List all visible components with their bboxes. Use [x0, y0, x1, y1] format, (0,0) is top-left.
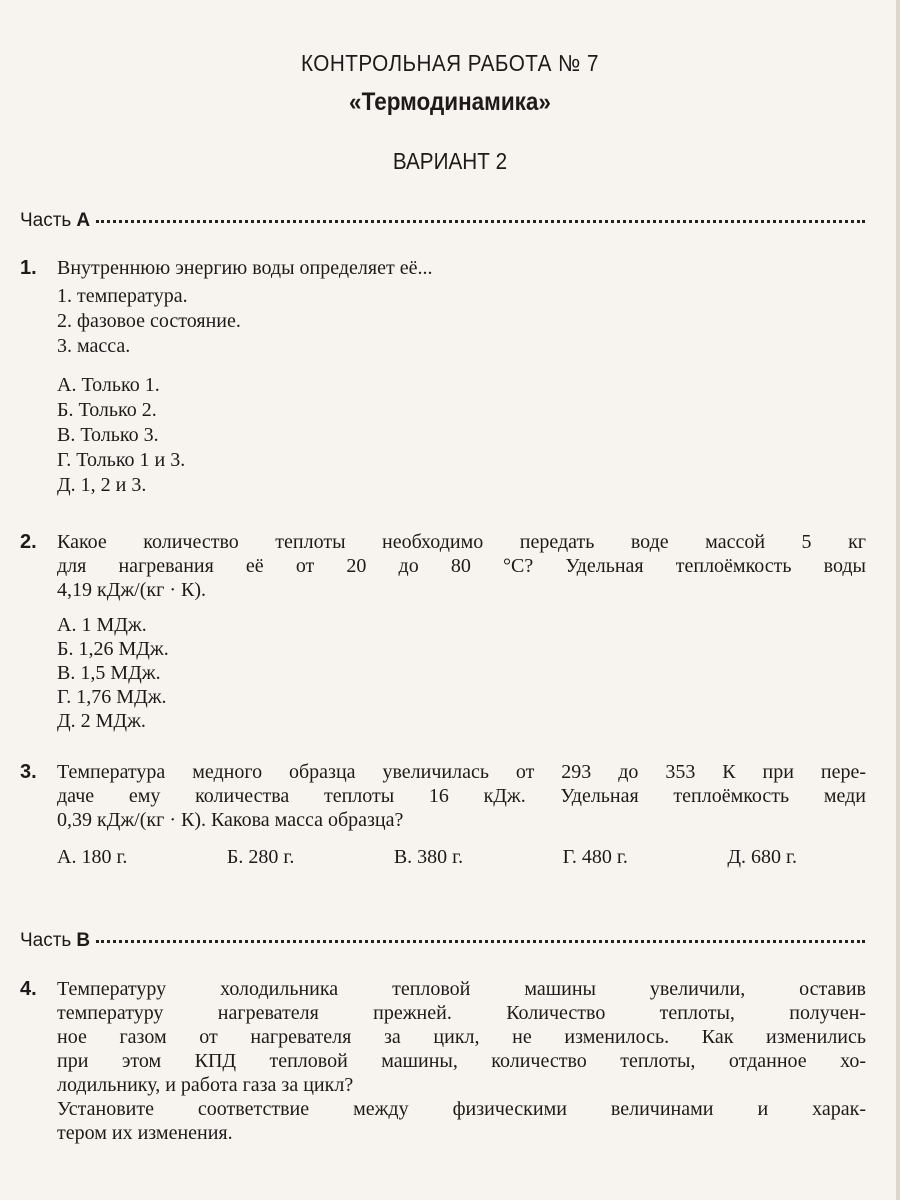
test-subtitle: «Термодинамика»	[349, 88, 551, 116]
question-text-line: при этом КПД тепловой машины, количество теплоты, отданное хо-	[57, 1050, 866, 1072]
question-text-line: даче ему количества теплоты 16 кДж. Удельная теплоёмкость меди	[57, 785, 866, 807]
answer-option: Г. 1,76 МДж.	[57, 686, 167, 708]
question-number: 3.	[20, 761, 37, 783]
statement-item: 3. масса.	[57, 335, 131, 357]
question-text-line: 4,19 кДж/(кг · К).	[57, 579, 206, 601]
question-text-line: температуру нагревателя прежней. Количество теплоты, получен-	[57, 1002, 866, 1024]
question-text-line: Установите соответствие между физическими величинами и харак-	[57, 1098, 866, 1120]
question-text-line: тером их изменения.	[57, 1122, 233, 1144]
statement-item: 2. фазовое состояние.	[57, 310, 241, 332]
answer-option: Д. 680 г.	[727, 846, 797, 868]
question-3-answers	[57, 846, 797, 869]
part-letter: B	[76, 930, 91, 951]
answer-option: Д. 1, 2 и 3.	[57, 474, 147, 496]
dotted-leader	[96, 940, 865, 943]
question-number: 4.	[20, 978, 37, 1000]
answer-option: А. Только 1.	[57, 374, 160, 396]
question-text-line: лодильнику, и работа газа за цикл?	[57, 1074, 354, 1096]
question-1-answers	[57, 373, 185, 498]
part-a-heading	[20, 210, 865, 232]
question-2-answers	[57, 613, 169, 733]
question-text-line: ное газом от нагревателя за цикл, не изменилось. Как изменились	[57, 1026, 866, 1048]
answer-option: А. 180 г.	[57, 846, 128, 868]
question-1	[20, 256, 866, 280]
question-number: 1.	[20, 257, 37, 279]
question-text-line: Температуру холодильника тепловой машины увеличили, оставив	[57, 978, 866, 1000]
answer-option: В. 380 г.	[393, 846, 464, 868]
question-4	[20, 977, 866, 1145]
answer-option: Г. 480 г.	[562, 846, 628, 868]
answer-option: Б. Только 2.	[57, 399, 157, 421]
question-text-line: для нагревания её от 20 до 80 °С? Удельная теплоёмкость воды	[57, 555, 866, 577]
answer-option: Г. Только 1 и 3.	[57, 449, 186, 471]
answer-option: В. Только 3.	[57, 424, 159, 446]
test-title: КОНТРОЛЬНАЯ РАБОТА № 7	[301, 50, 599, 76]
question-3	[20, 760, 866, 832]
answer-option: В. 1,5 МДж.	[57, 662, 161, 684]
part-label: Часть	[20, 930, 72, 951]
dotted-leader	[96, 220, 865, 223]
question-2	[20, 530, 866, 602]
statement-item: 1. температура.	[57, 285, 188, 307]
part-letter: A	[76, 210, 91, 231]
part-label: Часть	[20, 210, 72, 231]
answer-option: Д. 2 МДж.	[57, 710, 146, 732]
variant-label: ВАРИАНТ 2	[392, 148, 508, 174]
question-1-items	[57, 284, 241, 359]
answer-option: А. 1 МДж.	[57, 614, 147, 636]
part-b-heading	[20, 930, 865, 952]
question-text: Внутреннюю энергию воды определяет её...	[57, 257, 433, 279]
page-edge	[896, 0, 900, 1200]
question-text-line: 0,39 кДж/(кг · К). Какова масса образца?	[57, 809, 404, 831]
question-text-line: Какое количество теплоты необходимо передать воде массой 5 кг	[57, 531, 866, 553]
question-number: 2.	[20, 531, 37, 553]
answer-option: Б. 1,26 МДж.	[57, 638, 169, 660]
answer-option: Б. 280 г.	[226, 846, 295, 868]
question-text-line: Температура медного образца увеличилась от 293 до 353 К при пере-	[57, 761, 866, 783]
